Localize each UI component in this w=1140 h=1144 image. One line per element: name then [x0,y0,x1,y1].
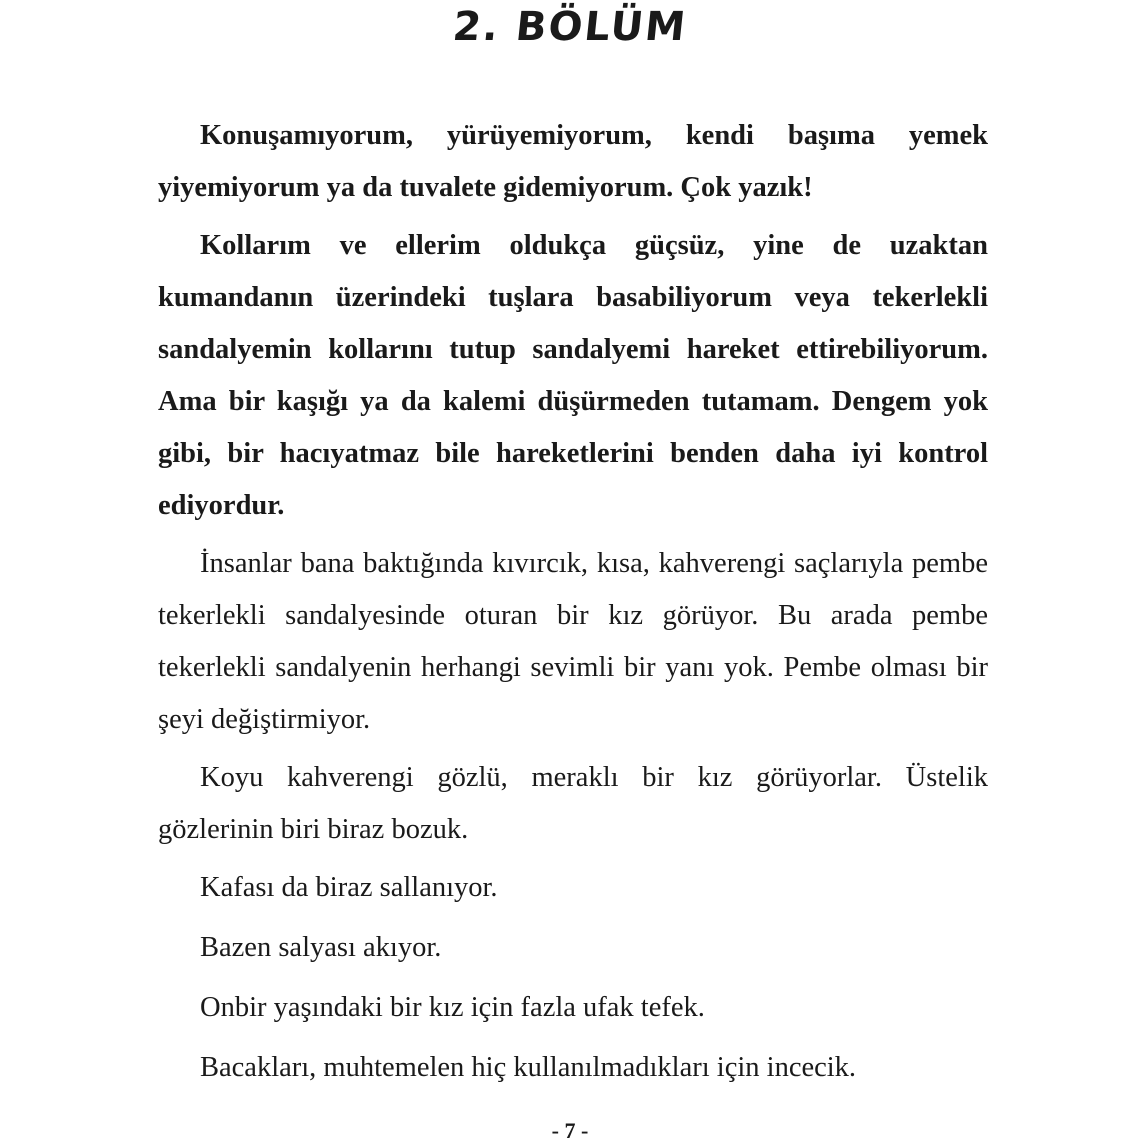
paragraph-4: Koyu kahverengi gözlü, meraklı bir kız görüyorlar. Üstelik gözlerinin biri biraz bozuk. [158,762,988,845]
paragraph-7: Onbir yaşındaki bir kız için fazla ufak tefek. [200,992,705,1023]
paragraph-8: Bacakları, muhtemelen hiç kullanılmadıkları için incecik. [200,1052,857,1083]
paragraph-2: Kollarım ve ellerim oldukça güçsüz, yine de uzaktan kumandanın üzerindeki tuşlara basabiliyorum veya tekerlekli sandalyemin kollarını tutup sandalyemi hareket ettirebiliyorum. Ama bir kaşığı ya da kalemi düşürmeden tutamam. Dengem yok gibi, bir hacıyatmaz bile hareketlerini benden daha iyi kontrol ediyordur. [158,230,988,521]
paragraph-1: Konuşamıyorum, yürüyemiyorum, kendi başıma yemek yiyemiyorum ya da tuvalete gidemiyorum. Çok yazık! [158,120,988,203]
chapter-title: 2. BÖLÜM [450,4,690,50]
paragraph-3: İnsanlar bana baktığında kıvırcık, kısa, kahverengi saçlarıyla pembe tekerlekli sandalyesinde oturan bir kız görüyor. Bu arada pembe tekerlekli sandalyenin herhangi sevimli bir yanı yok. Pembe olması bir şeyi değiştirmiyor. [158,548,988,735]
body-text [158,110,988,1102]
page-number: - 7 - [551,1118,589,1143]
paragraph-5: Kafası da biraz sallanıyor. [200,872,498,903]
paragraph-6: Bazen salyası akıyor. [200,932,442,963]
